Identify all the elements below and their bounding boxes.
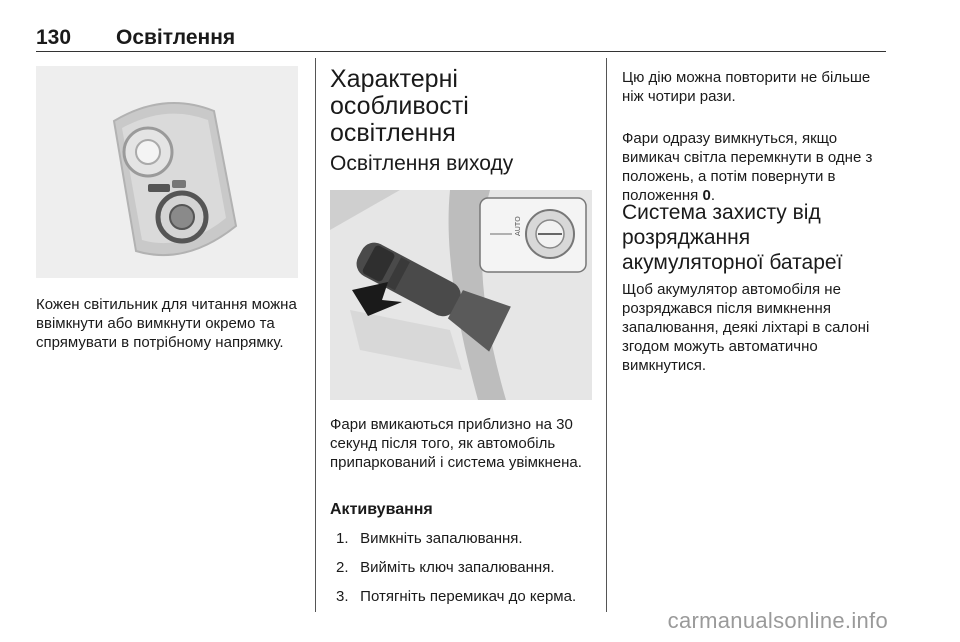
list-item — [336, 558, 606, 577]
step-text: Потягніть перемикач до керма. — [360, 588, 577, 605]
activation-heading: Активування — [330, 501, 433, 518]
section-title: Освітлення — [116, 26, 236, 49]
light-switch-figure — [330, 190, 592, 400]
reading-light-figure — [36, 66, 298, 278]
exit-lighting-paragraph: Фари вмикаються приблизно на 30 секунд після того, як автомобіль припаркований і система увімкнена. — [330, 416, 582, 471]
light-switch-stalk-illustration-icon — [330, 190, 592, 400]
dial-auto-label: AUTO — [514, 216, 522, 236]
header-divider — [36, 51, 886, 52]
step-number: 2. — [336, 559, 349, 576]
column-divider-2 — [606, 58, 607, 612]
switch-off-paragraph — [622, 129, 888, 205]
list-item — [336, 529, 606, 548]
reading-light-switch-illustration-icon — [36, 66, 298, 278]
column-divider-1 — [315, 58, 316, 612]
switch-off-text: Фари одразу вимкнуться, якщо вимикач світла перемкнути в одне з положень, а потім повернути в положення — [622, 130, 873, 204]
page-number: 130 — [36, 26, 72, 49]
activation-steps — [336, 529, 606, 616]
position-zero: 0 — [702, 187, 711, 204]
step-text: Вимкніть запалювання. — [360, 530, 523, 547]
repeat-limit-paragraph: Цю дію можна повторити не більше ніж чотири рази. — [622, 69, 871, 105]
switch-off-end: . — [710, 187, 715, 204]
step-number: 3. — [336, 588, 349, 605]
battery-protection-heading: Система захисту від розряджання акумуляторної батареї — [622, 201, 843, 274]
reading-light-paragraph: Кожен світильник для читання можна ввімкнути або вимкнути окремо та спрямувати в потрібному напрямку. — [36, 296, 297, 351]
list-item — [336, 587, 606, 606]
watermark: carmanualsonline.info — [667, 608, 888, 633]
step-number: 1. — [336, 530, 349, 547]
main-heading: Характерні особливості освітлення — [330, 65, 469, 147]
battery-protection-paragraph: Щоб акумулятор автомобіля не розряджався після вимкнення запалювання, деякі ліхтарі в салоні згодом можуть автоматично вимкнутися. — [622, 281, 870, 374]
exit-lighting-heading: Освітлення виходу — [330, 152, 514, 175]
page-header — [36, 26, 886, 50]
step-text: Вийміть ключ запалювання. — [360, 559, 555, 576]
